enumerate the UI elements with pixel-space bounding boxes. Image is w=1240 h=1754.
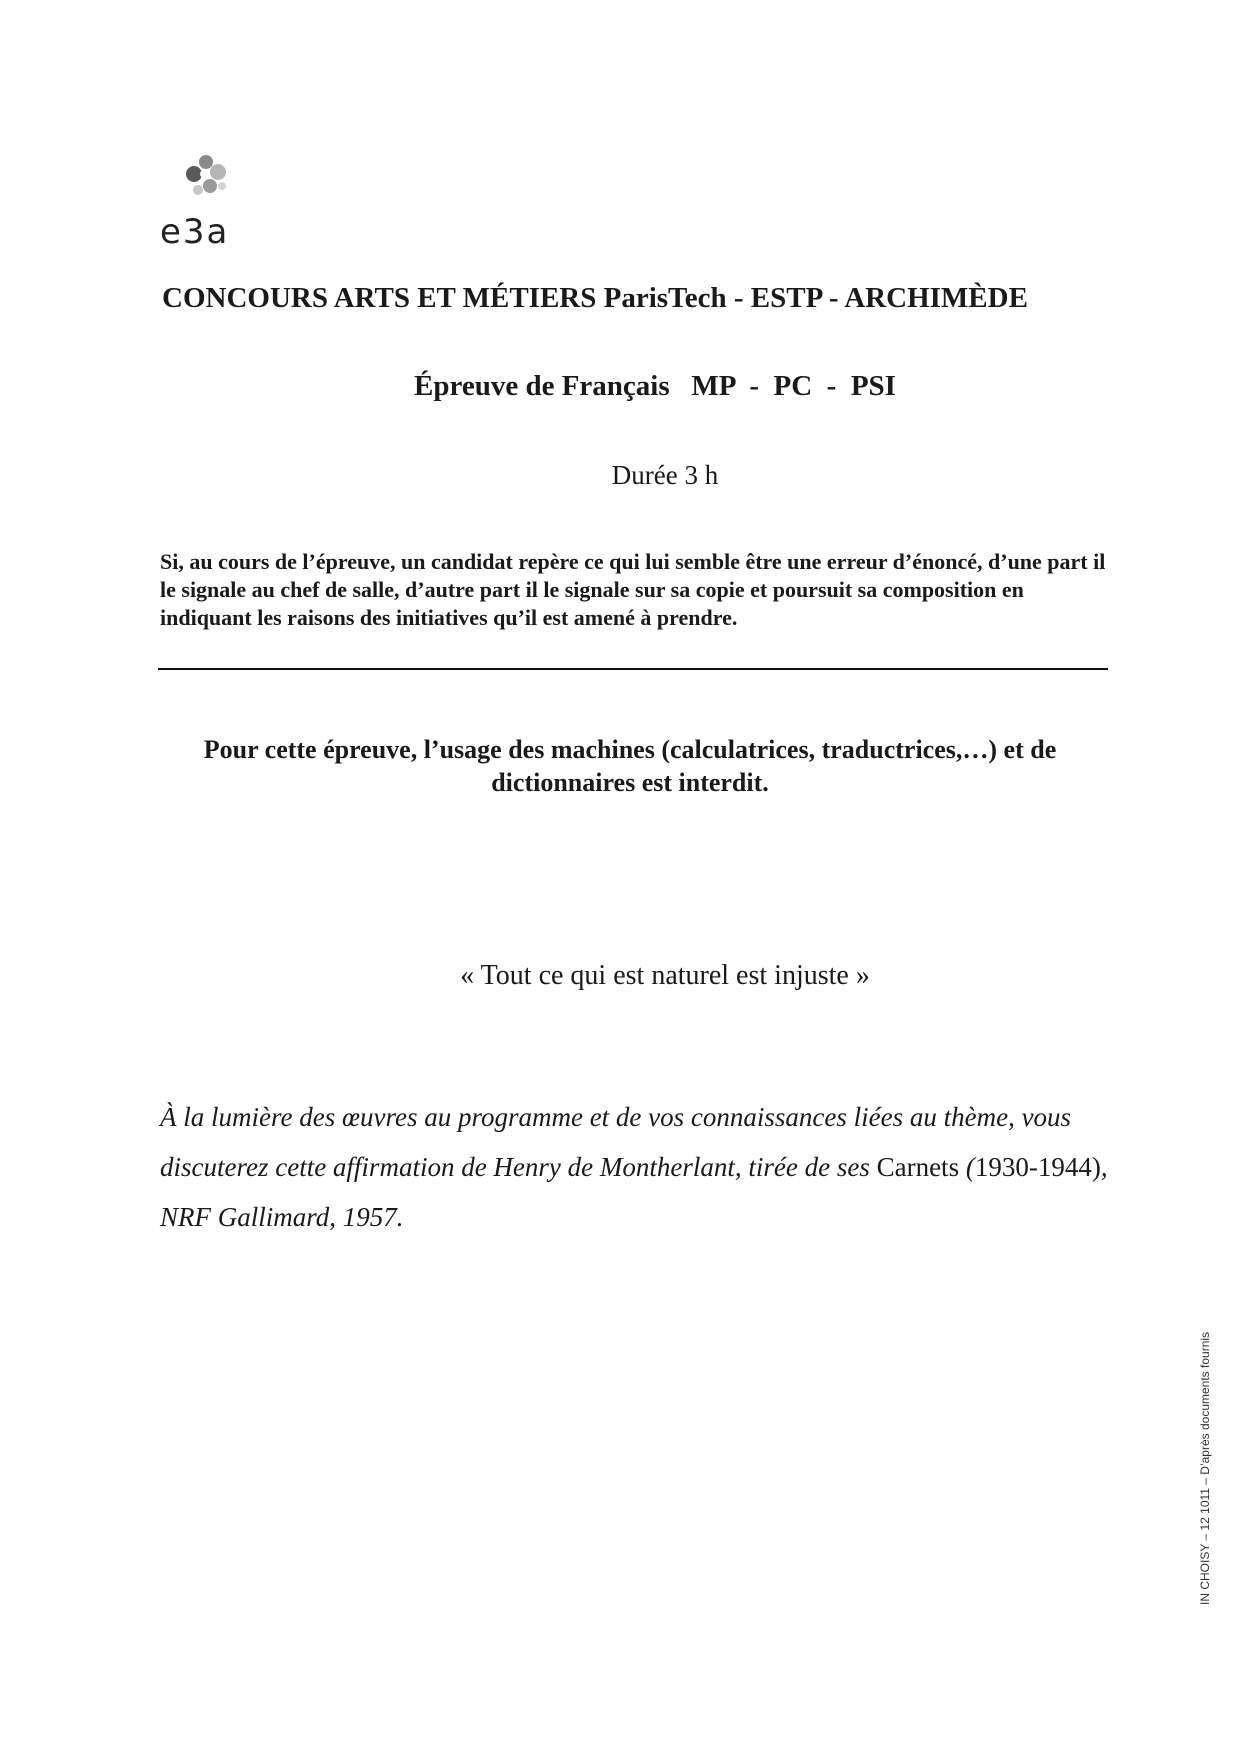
quote: « Tout ce qui est naturel est injuste »: [460, 960, 870, 991]
work-years: 1930-1944): [974, 1152, 1101, 1182]
question-text-part3: , NRF Gallimard, 1957.: [160, 1152, 1108, 1232]
e3a-sphere-logo-icon: [176, 150, 236, 210]
exam-duration: Durée 3 h: [611, 460, 719, 490]
logo-wordmark: e3a: [160, 212, 230, 252]
work-title: Carnets: [876, 1152, 960, 1182]
logo: [158, 150, 278, 260]
error-notice: Si, au cours de l’épreuve, un candidat repère ce qui lui semble être une erreur d’énoncé, d’une part il le signale au chef de salle, d’autre part il le signale sur sa copie et poursuit sa composition en indiquant les raisons des initiatives qu’il est amené à prendre.: [160, 549, 1106, 630]
contest-title: CONCOURS ARTS ET MÉTIERS ParisTech - ESTP - ARCHIMÈDE: [162, 282, 1028, 314]
separator-line: [158, 668, 1108, 670]
question-text-part2: (: [959, 1152, 975, 1182]
question-text-part1: À la lumière des œuvres au programme et de vos connaissances liées au thème, vous discuterez cette affirmation de Henry de Montherlant, tirée de ses: [160, 1102, 1072, 1182]
essay-question: [160, 1092, 1120, 1242]
calculator-notice: Pour cette épreuve, l’usage des machines (calculatrices, traductrices,…) et de dictionnaires est interdit.: [203, 735, 1057, 797]
printer-side-note: IN CHOISY – 12 1011 – D’après documents fournis: [1198, 1331, 1212, 1605]
exam-subject: Épreuve de Français MP - PC - PSI: [414, 370, 896, 402]
